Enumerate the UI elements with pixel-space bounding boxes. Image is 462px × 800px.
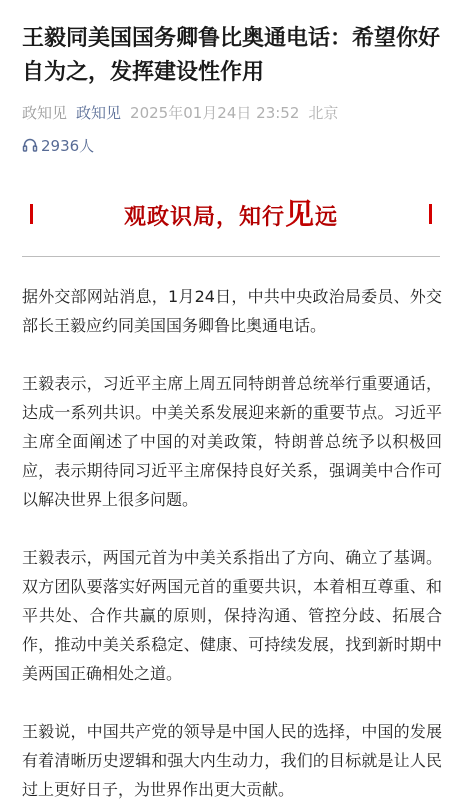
headphones-icon (22, 137, 38, 153)
banner-slogan (22, 194, 440, 237)
article-body (22, 282, 442, 800)
banner-right-bar (429, 204, 432, 224)
paragraph: 王毅表示，习近平主席上周五同特朗普总统举行重要通话，达成一系列共识。中美关系发展迎来新的重要节点。习近平主席全面阐述了中国的对美政策，特朗普总统予以积极回应，表示期待同习近平主席保持良好关系，强调美中合作可以解决世界上很多问题。 (22, 374, 442, 509)
slogan-banner (22, 190, 440, 238)
section-divider (22, 256, 440, 257)
publish-location: 北京 (308, 103, 339, 122)
slogan-emphasis: 见 (284, 197, 315, 231)
slogan-part-1: 观政识局，知行 (123, 204, 285, 230)
paragraph: 王毅说，中国共产党的领导是中国人民的选择，中国的发展有着清晰历史逻辑和强大内生动力，我们的目标就是让人民过上更好日子，为世界作出更大贡献。 (22, 722, 442, 799)
paragraph: 据外交部网站消息，1月24日，中共中央政治局委员、外交部长王毅应约同美国国务卿鲁比奥通电话。 (22, 287, 442, 335)
listen-button[interactable] (22, 134, 94, 156)
listen-count: 2936人 (41, 136, 95, 155)
article-meta (22, 101, 338, 123)
paragraph: 王毅表示，两国元首为中美关系指出了方向、确立了基调。双方团队要落实好两国元首的重要共识，本着相互尊重、和平共处、合作共赢的原则，保持沟通、管控分歧、拓展合作，推动中美关系稳定、健康、可持续发展，找到新时期中美两国正确相处之道。 (22, 548, 442, 683)
source-label: 政知见 (22, 103, 68, 122)
slogan-part-2: 远 (315, 204, 339, 230)
publish-date: 2025年01月24日 23:52 (130, 103, 300, 122)
account-link[interactable]: 政知见 (76, 103, 122, 122)
article-title: 王毅同美国国务卿鲁比奥通电话：希望你好自为之，发挥建设性作用 (22, 26, 441, 85)
